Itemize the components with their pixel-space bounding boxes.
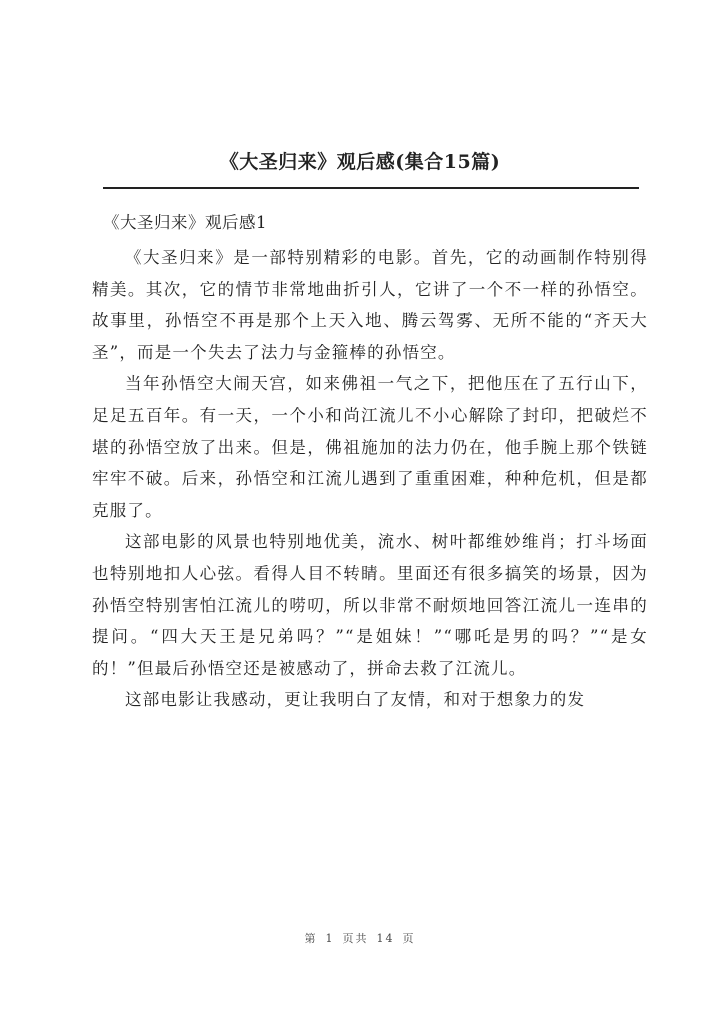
paragraph: 这部电影的风景也特别地优美，流水、树叶都维妙维肖；打斗场面也特别地扣人心弦。看得人目不转睛。里面还有很多搞笑的场景，因为孙悟空特别害怕江流儿的唠叨，所以非常不耐烦地回答江流儿一连串的提问。“四大天王是兄弟吗？”“是姐妹！”“哪吒是男的吗？”“是女的！”但最后孙悟空还是被感动了，拼命去救了江流儿。 bbox=[92, 532, 648, 678]
document-body bbox=[92, 242, 648, 716]
title-divider bbox=[103, 187, 639, 189]
page-total: 14 bbox=[376, 932, 395, 945]
document-title: 《大圣归来》观后感(集合15篇) bbox=[219, 151, 501, 173]
footer-middle: 页共 bbox=[342, 932, 369, 945]
section-heading: 《大圣归来》观后感1 bbox=[103, 213, 267, 232]
page-footer bbox=[0, 930, 720, 946]
footer-prefix: 第 bbox=[304, 932, 318, 945]
page-number: 1 bbox=[325, 932, 335, 945]
paragraph: 这部电影让我感动，更让我明白了友情，和对于想象力的发 bbox=[125, 690, 586, 710]
paragraph: 《大圣归来》是一部特别精彩的电影。首先，它的动画制作特别得精美。其次，它的情节非常地曲折引人，它讲了一个不一样的孙悟空。故事里，孙悟空不再是那个上天入地、腾云驾雾、无所不能的“齐天大圣”，而是一个失去了法力与金箍棒的孙悟空。 bbox=[92, 248, 648, 362]
paragraph: 当年孙悟空大闹天宫，如来佛祖一气之下，把他压在了五行山下，足足五百年。有一天，一个小和尚江流儿不小心解除了封印，把破烂不堪的孙悟空放了出来。但是，佛祖施加的法力仍在，他手腕上那个铁链牢牢不破。后来，孙悟空和江流儿遇到了重重困难，种种危机，但是都克服了。 bbox=[92, 374, 648, 520]
footer-suffix: 页 bbox=[402, 932, 416, 945]
